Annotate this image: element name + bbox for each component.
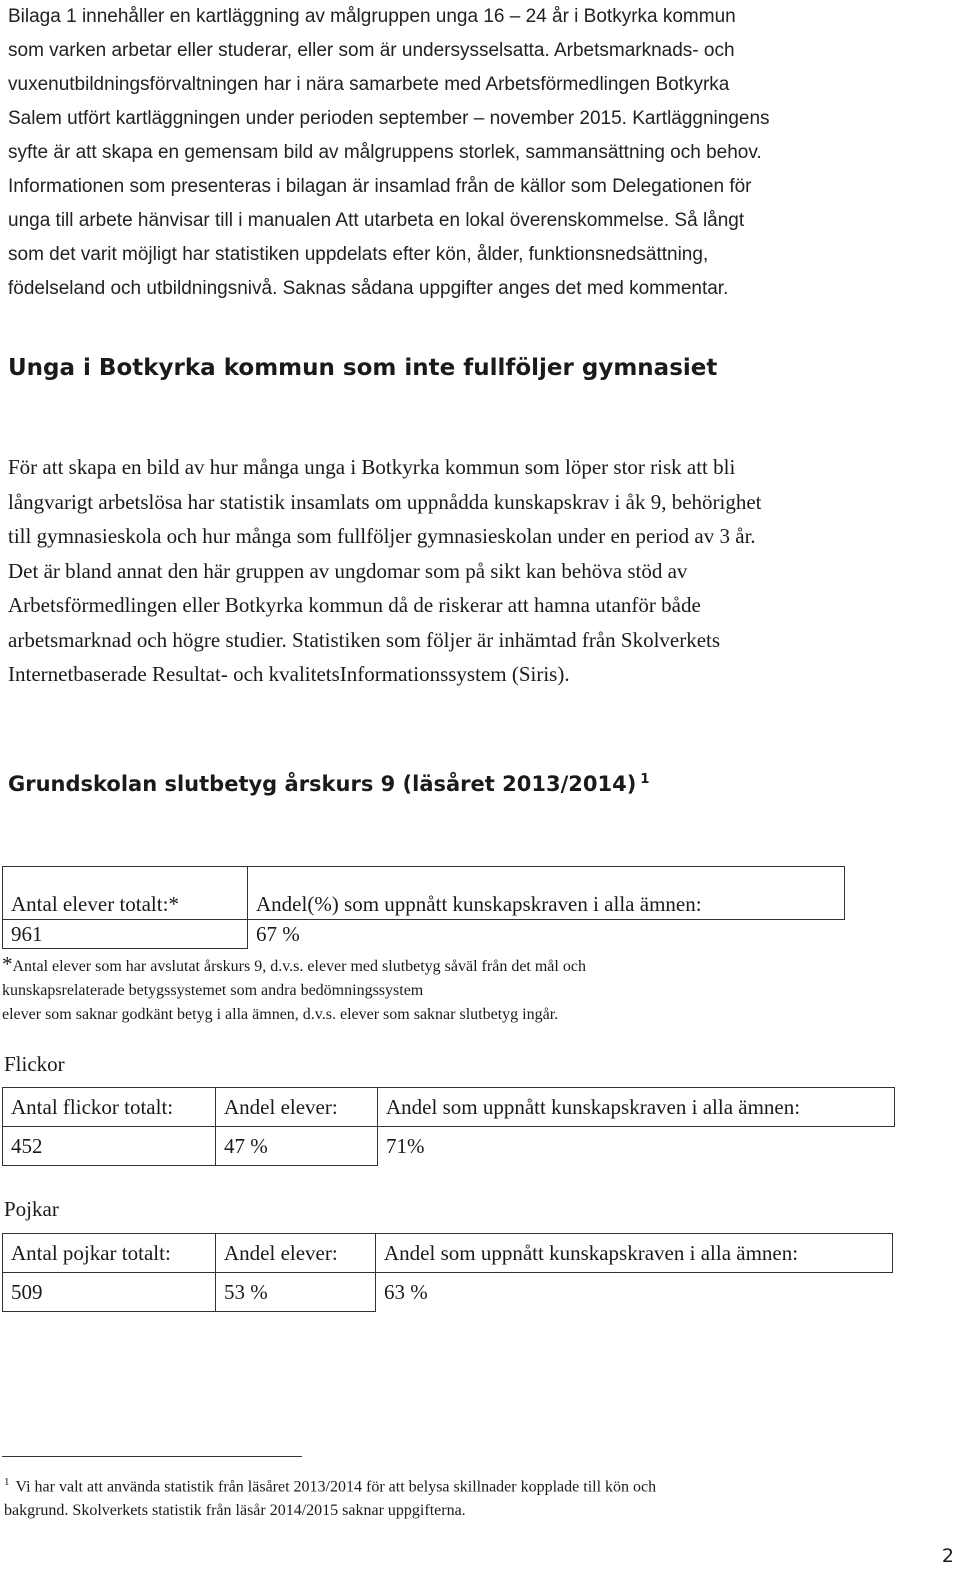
footnote-separator	[2, 1456, 302, 1457]
table-cell: 53 %	[216, 1273, 376, 1312]
table-header-cell: Andel som uppnått kunskapskraven i alla ämnen:	[378, 1088, 895, 1127]
table-row	[3, 1273, 893, 1312]
table-header-cell: Andel elever:	[216, 1088, 378, 1127]
girls-label: Flickor	[4, 1052, 65, 1076]
intro-line: syfte är att skapa en gemensam bild av målgruppens storlek, sammansättning och behov.	[8, 142, 762, 163]
intro-paragraph	[8, 0, 952, 306]
total-students-table	[2, 866, 845, 949]
table-cell: 63 %	[376, 1273, 893, 1312]
note-line: elever som saknar godkänt betyg i alla ämnen, d.v.s. elever som saknar slutbetyg ingår.	[2, 1006, 559, 1023]
note-line	[2, 952, 952, 979]
table-cell: 67 %	[248, 920, 845, 949]
table-note	[2, 952, 952, 1027]
table-row	[3, 1127, 895, 1166]
intro-line: födelseland och utbildningsnivå. Saknas sådana uppgifter anges det med kommentar.	[8, 278, 729, 299]
intro-line: Informationen som presenteras i bilagan är insamlad från de källor som Delegationen för	[8, 176, 752, 197]
table-header-cell: Antal flickor totalt:	[3, 1088, 216, 1127]
body-line: Arbetsförmedlingen eller Botkyrka kommun då de riskerar att hamna utanför både	[8, 593, 701, 617]
body-line: Det är bland annat den här gruppen av ungdomar som på sikt kan behöva stöd av	[8, 558, 688, 583]
footnote	[4, 1470, 944, 1523]
table-cell: 509	[3, 1273, 216, 1312]
footnote-line	[4, 1470, 944, 1499]
table-cell: 71%	[378, 1127, 895, 1166]
body-line: arbetsmarknad och högre studier. Statistiken som följer är inhämtad från Skolverkets	[8, 627, 721, 652]
body-paragraph	[8, 450, 952, 692]
body-line: För att skapa en bild av hur många unga i Botkyrka kommun som löper stor risk att bli	[8, 455, 736, 479]
table-row	[3, 920, 845, 949]
page-number: 2	[941, 1545, 954, 1567]
table-row	[3, 1088, 895, 1127]
table-cell: 452	[3, 1127, 216, 1166]
boys-table	[2, 1233, 893, 1312]
footnote-ref[interactable]: 1	[640, 772, 650, 787]
table-cell: 961	[3, 920, 248, 949]
girls-table	[2, 1087, 895, 1166]
note-text: Antal elever som har avslutat årskurs 9, d.v.s. elever med slutbetyg såväl från det mål och	[12, 958, 586, 975]
intro-line: unga till arbete hänvisar till i manualen Att utarbeta en lokal överenskommelse. Så långt	[8, 210, 745, 231]
body-line: långvarigt arbetslösa har statistik insamlats om uppnådda kunskapskrav i åk 9, behörighet	[8, 489, 762, 514]
intro-line: som varken arbetar eller studerar, eller som är undersysselsatta. Arbetsmarknads- och	[8, 40, 735, 61]
table-header-cell: Antal pojkar totalt:	[3, 1234, 216, 1273]
footnote-text: Vi har valt att använda statistik från läsåret 2013/2014 för att belysa skillnader kopplade till kön och	[15, 1478, 657, 1496]
boys-label: Pojkar	[4, 1197, 59, 1221]
table-header-cell: Andel som uppnått kunskapskraven i alla ämnen:	[376, 1234, 893, 1273]
intro-line: Bilaga 1 innehåller en kartläggning av målgruppen unga 16 – 24 år i Botkyrka kommun	[8, 6, 736, 27]
table-row	[3, 867, 845, 920]
body-line: till gymnasieskola och hur många som fullföljer gymnasieskolan under en period av 3 år.	[8, 524, 756, 548]
subsection-heading	[8, 772, 649, 796]
note-asterisk: *	[2, 952, 13, 976]
table-header-cell: Andel elever:	[216, 1234, 376, 1273]
table-header-cell: Antal elever totalt:*	[3, 867, 248, 920]
footnote-marker: 1	[4, 1476, 10, 1488]
table-row	[3, 1234, 893, 1273]
intro-line: vuxenutbildningsförvaltningen har i nära samarbete med Arbetsförmedlingen Botkyrka	[8, 74, 730, 95]
intro-line: som det varit möjligt har statistiken uppdelats efter kön, ålder, funktionsnedsättning,	[8, 244, 709, 265]
table-cell: 47 %	[216, 1127, 378, 1166]
table-header-cell: Andel(%) som uppnått kunskapskraven i alla ämnen:	[248, 867, 845, 920]
body-line: Internetbaserade Resultat- och kvalitetsInformationssystem (Siris).	[8, 662, 570, 686]
section-heading: Unga i Botkyrka kommun som inte fullföljer gymnasiet	[8, 355, 718, 381]
footnote-line: bakgrund. Skolverkets statistik från läsår 2014/2015 saknar uppgifterna.	[4, 1502, 466, 1520]
note-line: kunskapsrelaterade betygssystemet som andra bedömningssystem	[2, 982, 424, 999]
subsection-heading-text: Grundskolan slutbetyg årskurs 9 (läsåret 2013/2014)	[8, 772, 637, 796]
intro-line: Salem utfört kartläggningen under perioden september – november 2015. Kartläggningens	[8, 108, 770, 129]
